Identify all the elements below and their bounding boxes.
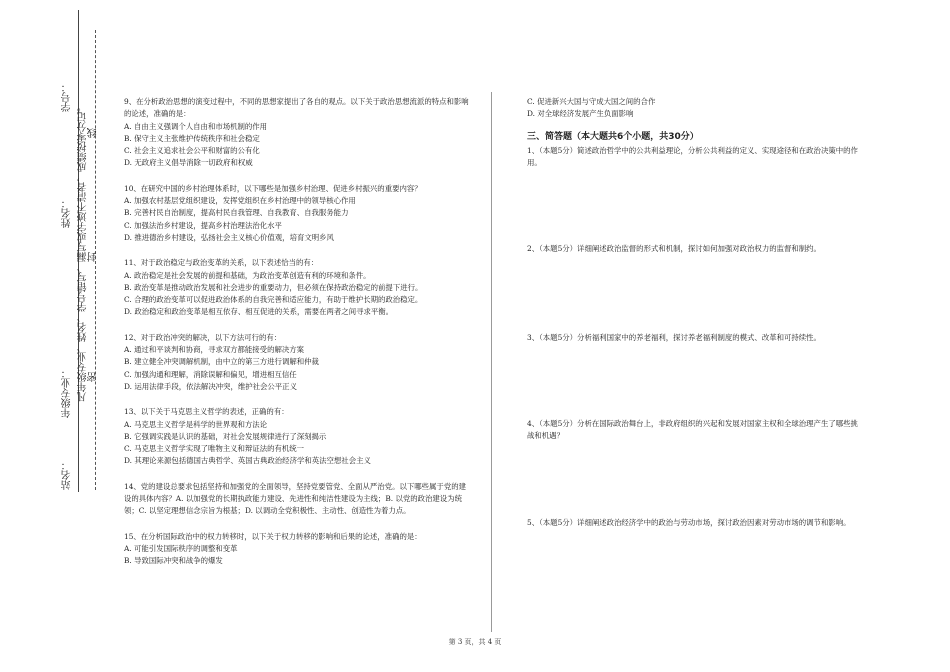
- binding-margin: [0, 0, 110, 672]
- option-a: A. 可能引发国际秩序的调整和变革: [124, 543, 238, 553]
- question-15: [124, 531, 469, 568]
- seal-mark: 密: [88, 372, 99, 382]
- option-b: B. 建立健全冲突调解机制，由中立的第三方进行调解和仲裁: [124, 357, 319, 367]
- option-d: D. 无政府主义倡导消除一切政府和权威: [124, 158, 253, 168]
- option-d: D. 运用法律手段，依法解决冲突，维护社会公平正义: [124, 381, 297, 391]
- option-b: B. 导致国际冲突和战争的爆发: [124, 556, 223, 566]
- question-11: [124, 257, 469, 318]
- option-c: C. 社会主义追求社会公平和财富的公有化: [124, 146, 260, 156]
- feng-mark: 封: [88, 252, 99, 262]
- short-answer-2: 2、（本题5分）详细阐述政治监督的形式和机制，探讨如何加强对政治权力的监督和制约。: [527, 244, 821, 253]
- option-d: D. 政治稳定和政治变革是相互依存、相互促进的关系，需要在两者之间寻求平衡。: [124, 307, 394, 317]
- right-column: [527, 96, 862, 626]
- option-a: A. 加强农村基层党组织建设，发挥党组织在乡村治理中的领导核心作用: [124, 196, 356, 206]
- option-b: B. 政治变革是推动政治发展和社会进步的重要动力，但必须在保持政治稳定的前提下进行。: [124, 282, 423, 292]
- option-c: C. 加强沟通和理解，消除误解和偏见，增进相互信任: [124, 369, 297, 379]
- short-answer-3: 3、（本题5分）分析福利国家中的养老福利，探讨养老福利制度的模式、改革和可持续性。: [527, 333, 821, 342]
- option-b: B. 它强调实践是认识的基础，对社会发展规律进行了深刻揭示: [124, 431, 327, 441]
- question-15-continued: [527, 96, 862, 121]
- question-stem: 9、在分析政治思想的演变过程中，不同的思想家提出了各自的观点。以下关于政治思想流派的特点和影响的论述，准确的是：: [124, 97, 469, 119]
- question-stem: 10、在研究中国的乡村治理体系时，以下哪些是加强乡村治理、促进乡村振兴的重要内容？: [124, 183, 422, 193]
- option-a: A. 政治稳定是社会发展的前提和基础，为政治变革创造有利的环境和条件。: [124, 270, 371, 280]
- name-label: 姓名：: [62, 198, 73, 228]
- question-stem: 14、党的建设总要求包括坚持和加强党的全面领导，坚持党要管党、全面从严治党。以下哪些属于党的建设的具体内容？A. 以加强党的长期执政能力建设、先进性和纯洁性建设为主线；B. 以党的政治建设为统领；C. 以坚定理想信念宗旨为根基；D. 以调动全党积极性、主动性、创造性为着力点。: [124, 481, 466, 516]
- student-id-label: 学号：: [62, 82, 73, 112]
- question-9: [124, 96, 469, 170]
- question-stem: 15、在分析国际政治中的权力转移时，以下关于权力转移的影响和后果的论述，准确的是：: [124, 531, 422, 541]
- exam-center-label: 站名：: [62, 460, 73, 490]
- binding-notice: 凡年级专业、姓名、学号错写、漏写或字迹不清者，成绩按零分记。: [78, 102, 89, 402]
- grade-major-label: 年级专业：: [62, 368, 73, 418]
- page-footer: 第 3 页，共 4 页: [448, 638, 502, 646]
- option-c: C. 加强法治乡村建设，提高乡村治理法治化水平: [124, 220, 282, 230]
- question-10: [124, 183, 469, 244]
- short-answer-1: 1、（本题5分）简述政治哲学中的公共利益理论，分析公共利益的定义、实现途径和在政治决策中的作用。: [527, 146, 858, 168]
- short-answer-5: 5、（本题5分）详细阐述政治经济学中的政治与劳动市场，探讨政治因素对劳动市场的调节和影响。: [527, 518, 851, 527]
- question-stem: 11、对于政治稳定与政治变革的关系，以下表述恰当的有：: [124, 258, 319, 268]
- option-c: C. 马克思主义哲学实现了唯物主义和辩证法的有机统一: [124, 444, 305, 454]
- option-c: C. 合理的政治变革可以促进政治体系的自我完善和适应能力，有助于维护长期的政治稳定。: [124, 295, 423, 305]
- option-a: A. 通过和平谈判和协商，寻求双方都能接受的解决方案: [124, 345, 305, 355]
- short-answer-4: 4、（本题5分）分析在国际政治舞台上，非政府组织的兴起和发展对国家主权和全球治理产生了哪些挑战和机遇？: [527, 419, 858, 441]
- column-divider: [491, 92, 492, 632]
- option-a: A. 自由主义强调个人自由和市场机制的作用: [124, 121, 268, 131]
- question-12: [124, 332, 469, 393]
- option-b: B. 保守主义主张维护传统秩序和社会稳定: [124, 133, 260, 143]
- question-13: [124, 406, 469, 467]
- option-d: D. 其理论来源包括德国古典哲学、英国古典政治经济学和英法空想社会主义: [124, 456, 371, 466]
- section-title: 三、简答题（本大题共6个小题，共30分）: [527, 131, 699, 142]
- option-d: D. 推进德治乡村建设，弘扬社会主义核心价值观，培育文明乡风: [124, 232, 334, 242]
- option-b: B. 完善村民自治制度，提高村民自我管理、自我教育、自我服务能力: [124, 208, 349, 218]
- question-stem: 13、以下关于马克思主义哲学的表述，正确的有：: [124, 407, 289, 417]
- left-column: [124, 96, 469, 581]
- xian-mark: 线: [88, 128, 99, 138]
- question-stem: 12、对于政治冲突的解决，以下方法可行的有：: [124, 332, 282, 342]
- option-d: D. 对全球经济发展产生负面影响: [527, 109, 634, 119]
- option-a: A. 马克思主义哲学是科学的世界观和方法论: [124, 419, 268, 429]
- question-14: [124, 481, 469, 518]
- option-c: C. 促进新兴大国与守成大国之间的合作: [527, 97, 656, 106]
